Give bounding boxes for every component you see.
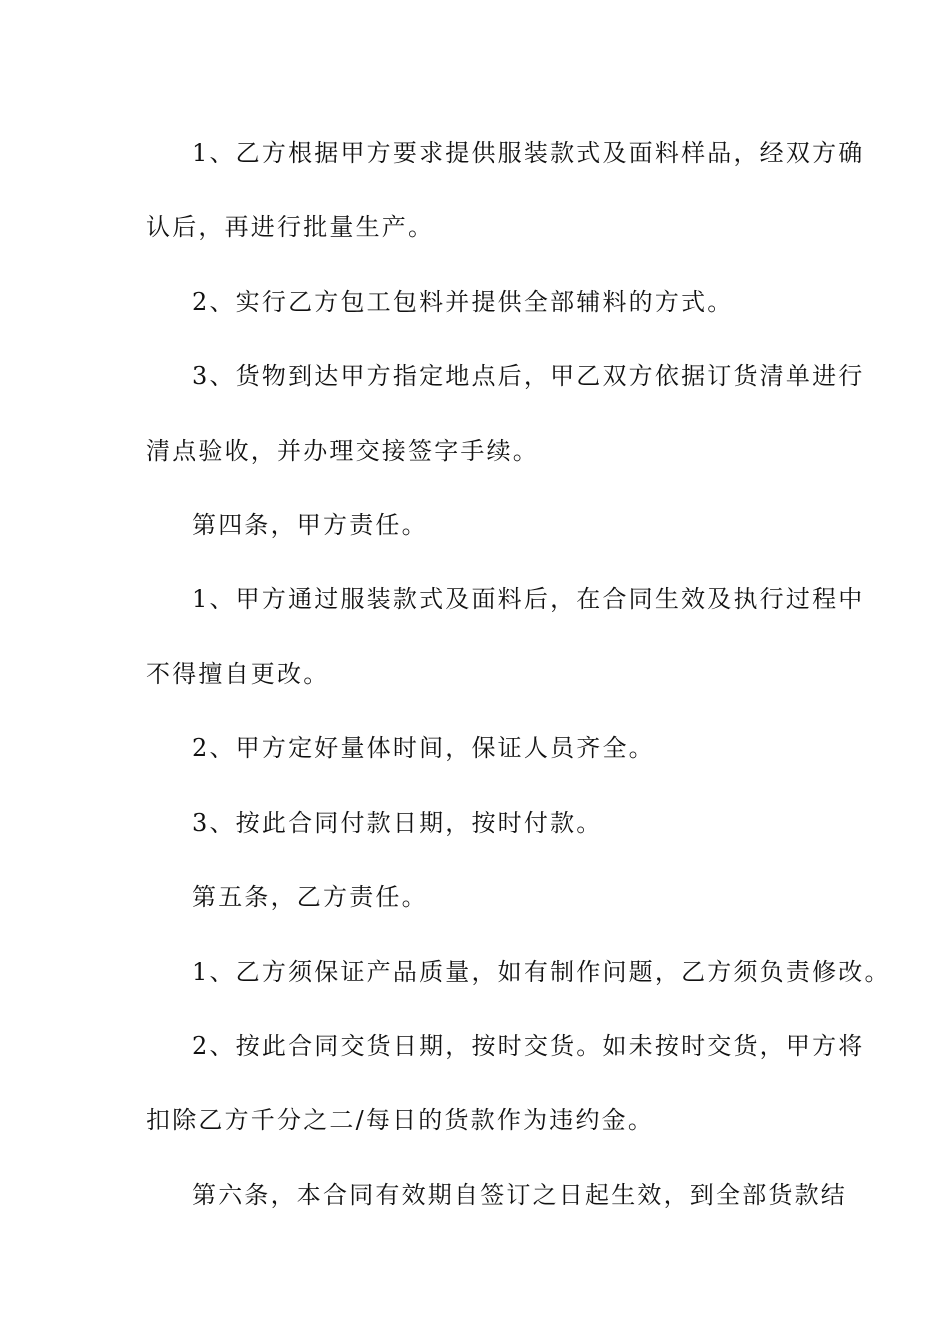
clause-3-item-2: 2、实行乙方包工包料并提供全部辅料的方式。 (192, 288, 734, 316)
clause-6-line-1: 第六条，本合同有效期自签订之日起生效，到全部货款结 (192, 1181, 847, 1209)
clause-5-heading: 第五条，乙方责任。 (192, 883, 428, 911)
clause-4-item-1-line-1: 1、甲方通过服装款式及面料后，在合同生效及执行过程中 (192, 585, 865, 613)
clause-5-item-1: 1、乙方须保证产品质量，如有制作问题，乙方须负责修改。 (192, 958, 891, 986)
clause-4-item-1-line-2: 不得擅自更改。 (146, 660, 330, 688)
clause-5-item-2-line-1: 2、按此合同交货日期，按时交货。如未按时交货，甲方将 (192, 1032, 865, 1060)
clause-3-item-3-line-2: 清点验收，并办理交接签字手续。 (146, 437, 539, 465)
clause-4-item-3: 3、按此合同付款日期，按时付款。 (192, 809, 603, 837)
clause-4-heading: 第四条，甲方责任。 (192, 511, 428, 539)
clause-3-item-1-line-1: 1、乙方根据甲方要求提供服装款式及面料样品，经双方确 (192, 139, 865, 167)
clause-3-item-3-line-1: 3、货物到达甲方指定地点后，甲乙双方依据订货清单进行 (192, 362, 865, 390)
clause-3-item-1-line-2: 认后，再进行批量生产。 (146, 213, 435, 241)
clause-5-item-2-line-2: 扣除乙方千分之二/每日的货款作为违约金。 (146, 1106, 655, 1134)
clause-4-item-2: 2、甲方定好量体时间，保证人员齐全。 (192, 734, 655, 762)
